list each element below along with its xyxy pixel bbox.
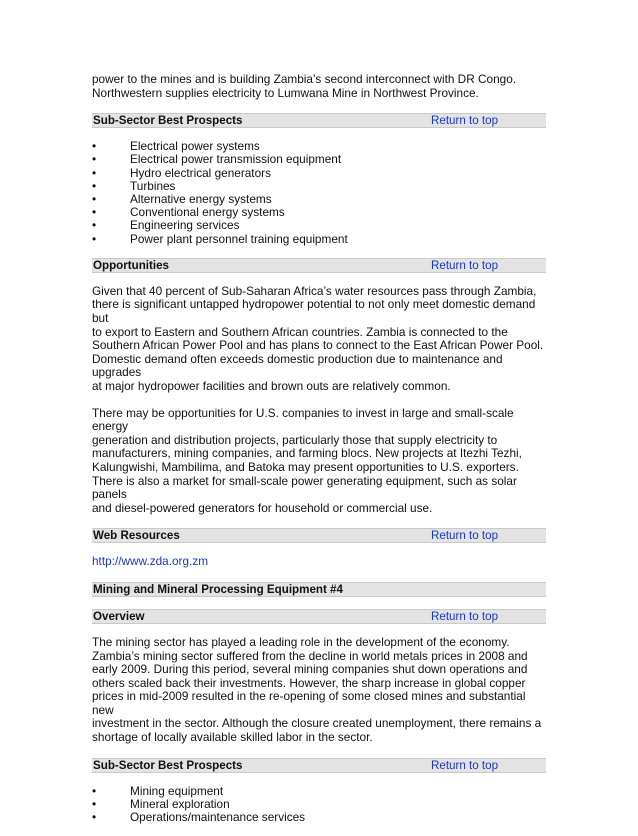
best-prospects-list [92, 140, 546, 246]
section-header-best-prospects [92, 113, 546, 128]
return-to-top-link[interactable]: Return to top [431, 609, 499, 623]
return-to-top-link[interactable]: Return to top [431, 529, 499, 543]
bullet-icon: • [92, 165, 97, 180]
list-item: • Electrical power transmission equipment [92, 152, 342, 167]
section-title: Opportunities [93, 258, 169, 272]
list-item: • Mineral exploration [92, 796, 230, 811]
list-item: • Engineering services [92, 218, 240, 233]
section-header-web-resources [92, 528, 546, 543]
section-header-overview [92, 609, 546, 624]
intro-paragraph [92, 73, 546, 100]
bullet-icon: • [92, 810, 97, 825]
list-item: • Alternative energy systems [92, 192, 272, 206]
section-title: Sub-Sector Best Prospects [93, 758, 243, 772]
bullet-icon: • [92, 231, 97, 246]
opportunities-paragraph-1: Given that 40 percent of Sub-Saharan Africa’s water resources pass through Zambia, there is significant untapped hydropower potential to not only meet domestic demand but to export to Eastern and Southern African countries. Zambia is connected to the Southern African Power Pool and has plans to connect to the East African Power Pool. Domestic demand often exceeds domestic production due to maintenance and upgrades at major hydropower facilities and brown outs are relatively common. [92, 283, 544, 393]
list-item: • Operations/maintenance services [92, 810, 306, 825]
return-to-top-link[interactable]: Return to top [431, 758, 499, 772]
bullet-icon: • [92, 178, 97, 193]
section-title: Web Resources [93, 529, 180, 543]
bullet-icon: • [92, 139, 97, 154]
bullet-icon: • [92, 796, 97, 811]
opportunities-paragraph-2: There may be opportunities for U.S. companies to invest in large and small-scale energy generation and distribution projects, particularly those that supply electricity to manufacturers, mining companies, and farming blocs. New projects at Itezhi Tezhi, Kalungwishi, Mambilima, and Batoka may present opportunities to U.S. exporters. There is also a market for small-scale power generating equipment, such as solar panels and diesel-powered generators for household or commercial use. [92, 405, 522, 515]
section-header-opportunities [92, 258, 546, 273]
return-to-top-link[interactable]: Return to top [431, 114, 499, 128]
industry-title: Mining and Mineral Processing Equipment #4 [93, 582, 343, 596]
list-item: • Turbines [92, 178, 176, 193]
industry-header-mining [92, 582, 546, 597]
bullet-icon: • [92, 783, 97, 798]
bullet-icon: • [92, 205, 97, 220]
return-to-top-link[interactable]: Return to top [431, 258, 499, 272]
list-item: • Power plant personnel training equipment [92, 231, 348, 246]
section-title: Sub-Sector Best Prospects [93, 114, 243, 128]
list-item: • Conventional energy systems [92, 205, 285, 220]
intro-line: power to the mines and is building Zambia’s second interconnect with DR Congo. [92, 72, 517, 86]
bullet-icon: • [92, 192, 97, 206]
list-item: • Hydro electrical generators [92, 165, 271, 180]
web-resources-paragraph [92, 555, 546, 569]
zda-website-link[interactable]: http://www.zda.org.zm [92, 554, 209, 569]
mining-best-prospects-list [92, 785, 546, 825]
bullet-icon: • [92, 152, 97, 167]
list-item: • Mining equipment [92, 783, 224, 798]
document-page [92, 73, 546, 836]
section-header-best-prospects-mining [92, 758, 546, 773]
intro-line: Northwestern supplies electricity to Lumwana Mine in Northwest Province. [92, 85, 479, 100]
overview-paragraph: The mining sector has played a leading role in the development of the economy. Zambia’s mining sector suffered from the decline in world metals prices in 2008 and early 2009. During this period, several mining companies shut down operations and others scaled back their investments. However, the sharp increase in global copper prices in mid-2009 resulted in the re-opening of some closed mines and substantial new investment in the sector. Although the closure created unemployment, there remains a shortage of locally available skilled labor in the sector. [92, 634, 542, 745]
list-item: • Electrical power systems [92, 139, 260, 154]
bullet-icon: • [92, 218, 97, 233]
section-title: Overview [93, 609, 145, 623]
